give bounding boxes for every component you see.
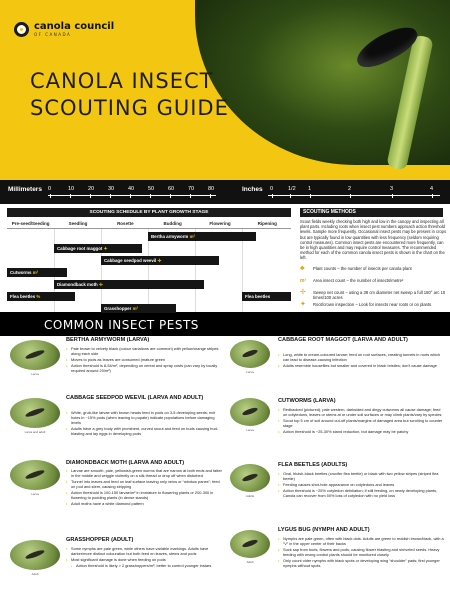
mm-tick-label: 80 [208,186,215,192]
mm-tick-mark [110,194,111,198]
header-photo [195,0,450,165]
pest-caption: Larva [246,428,254,432]
bar-diamondback-moth: Diamondback moth ✢ [54,280,204,289]
mm-label: Millimeters [8,186,42,193]
pest-name-cutworms: CUTWORMS (LARVA) [278,398,336,404]
mm-tick-label: 30 [108,186,115,192]
mm-tick-mark [170,194,171,198]
mm-tick-label: 0 [48,186,52,192]
inches-label: Inches [242,186,263,193]
pest-body-root-maggot: • Long, white to cream-coloured larvae; feed on root surfaces, creating tunnels in roots which can lead to disease-causing infection • Adults resemble houseflies but smaller and covered in black bristles; don't cause damage [278,352,444,369]
method-area-count: m² Area insect count – the number of insects/metre² [300,278,404,284]
pest-name-flea-beetles: FLEA BEETLES (ADULTS) [278,462,348,468]
pest-body-lygus: • Nymphs are pale green, often with black dots. Adults are green to reddish brown/black, with a “V” in the upper center of their backs • Suck sap from buds, flowers and pods, causing flower blasting and shriveled seeds. Heavy feeding with wrong control plants should be monitored closely • Only count older nymphs with black spots or developing wing “shoulder” pads; first younger nymphs without spots [278,536,444,569]
plant-icon: ♣ [300,265,305,272]
in-tick-mark [272,194,273,198]
pest-name-grasshopper: GRASSHOPPER (ADULT) [66,537,134,543]
mm-tick-label: 10 [68,186,75,192]
pest-photo-root-maggot [230,340,270,368]
mm-tick-label: 40 [128,186,135,192]
in-tick-label: 1/2 [288,186,296,192]
mm-tick-label: 60 [168,186,175,192]
page-title [30,68,229,122]
pest-caption: Larva and adult [24,430,46,434]
pests-title: COMMON INSECT PESTS [44,318,199,332]
pest-caption: Larva [31,492,39,496]
pest-photo-grasshopper [10,540,60,570]
in-tick-label: 2 [348,186,352,192]
methods-title: SCOUTING METHODS [300,208,443,217]
bar-flea-beetles-late: Flea beetles [242,292,291,301]
bar-cabbage-seedpod-weevil: Cabbage seedpod weevil ✢ [101,256,219,265]
pest-body-bertha: • Pale brown to velvety black (colour variations are common) with yellow/orange stripes along each side • Moves to pods as leaves are consumed (mature green • Action threshold is 8-54/m², depending on cereal and spray costs (can vary by locally required around 20/m²) [66,346,222,374]
in-tick-label: 1 [308,186,312,192]
stage-seedling: Seedling [68,221,88,226]
mm-tick-mark [150,194,151,198]
methods-text: Scout fields weekly checking both high and low in the canopy and inspecting all plant parts. Including roots when insect pest numbers approach action threshold levels. Sample more frequently. Occasional insect pests may be present in crops but are typically found in low quantities with less frequency (seldom requiring control measures). Common insect pests are encountered more frequently, can be in high quantities and may require control measures. The recommended method for each of the common canola insect pests is shown in the chart on the left. [300,219,447,261]
bar-grasshopper: Grasshopper m² [101,304,176,313]
pest-name-lygus: LYGUS BUG (NYMPH AND ADULT) [278,527,370,533]
root-icon: ✦ [300,301,306,308]
schedule-stage-header [7,219,291,229]
area-icon: m² [300,278,307,284]
pest-name-root-maggot: CABBAGE ROOT MAGGOT (LARVA AND ADULT) [278,337,408,343]
stage-preseed: Pre-seed/Seeding [11,221,50,226]
bar-cabbage-root-maggot: Cabbage root maggot ✦ [54,244,142,253]
pest-photo-flea-beetle [230,464,270,492]
stage-divider [242,229,243,324]
pest-body-diamondback: • Larvae are smooth, pale, yellowish-green worms that are narrow at both ends and fatter in the middle and wriggle violently on a silk thread or drop off when disturbed • Tunnel into leaves and feed on leaf surface leaving only veins or “window panes”; feed on pod and stem, causing stripping • Action threshold is 100-150 larvae/m² in immature to flowering plants or 200-300 in flowering to podding plants (in dense stands) • Adult moths have a white diamond pattern [66,468,222,507]
method-plant-count: ♣ Plant counts – the number of insects per canola plant [300,265,412,272]
canola-council-logo [14,22,114,37]
mm-tick-label: 50 [148,186,155,192]
title-line1: CANOLA INSECT [30,69,214,93]
title-line2: SCOUTING GUIDE [30,96,229,120]
pest-photo-lygus [230,530,270,558]
logo-word: canola council [34,21,115,32]
mm-tick-mark [50,194,51,198]
mm-tick-mark [210,194,211,198]
schedule-title: SCOUTING SCHEDULE BY PLANT GROWTH STAGE [7,208,291,217]
mm-tick-mark [130,194,131,198]
pest-photo-cutworm [230,398,270,426]
header-banner [0,0,450,180]
pest-caption: Larva [246,370,254,374]
pest-body-cutworms: • Redbacked (pictured), pale western, darksided and dingy cutworms all cause damage; feed on cotyledons, leaves or stems at or under soil surfaces or may climb plants/vary by species • Scout top 5 cm of soil around cut-off plants/margins of damaged area but scrolling to counter stage • Action threshold is ~25-30% stand reduction, but damage may be patchy [278,407,444,435]
bar-flea-beetles-early: Flea beetles % [7,292,75,301]
pest-caption: Adults [245,494,255,498]
mm-tick-label: 20 [88,186,95,192]
pest-name-diamondback: DIAMONDBACK MOTH (LARVA AND ADULT) [66,460,185,466]
logo-sub: OF CANADA [34,32,72,37]
pest-name-bertha: BERTHA ARMYWORM (LARVA) [66,337,150,343]
logo-icon [14,22,29,37]
mm-tick-mark [190,194,191,198]
in-tick-mark [392,194,393,198]
stage-rosette: Rosette [117,221,134,226]
in-tick-label: 3 [390,186,394,192]
pest-photo-diamondback [10,460,60,490]
pest-caption: Adult [31,572,39,576]
pest-name-seedpod-weevil: CABBAGE SEEDPOD WEEVIL (LARVA AND ADULT) [66,395,204,401]
stage-ripening: Ripening [257,221,277,226]
method-sweep-net: ✢ Sweep net count – using a 38 cm diameter net sweep a full 180° arc 10 times/100 acres [300,289,446,300]
mm-tick-mark [70,194,71,198]
method-root-inspection: ✦ Root/crown inspection – Look for insects near roots or on plants [300,301,432,308]
in-line [268,195,440,196]
pest-caption: Adult [246,560,254,564]
bar-cutworms: Cutworms m² [7,268,67,277]
pest-photo-seedpod-weevil [10,398,60,428]
pest-caption: Larva [31,372,39,376]
mm-tick-label: 70 [188,186,195,192]
in-tick-label: 0 [270,186,274,192]
stage-flowering: Flowering [209,221,231,226]
in-tick-label: 4 [430,186,434,192]
in-tick-mark [290,194,291,198]
ruler-band [0,180,450,204]
in-tick-mark [350,194,351,198]
in-tick-mark [432,194,433,198]
mm-tick-mark [90,194,91,198]
stage-divider [195,229,196,324]
pest-photo-bertha [10,340,60,370]
in-tick-mark [310,194,311,198]
stage-budding: Budding [163,221,182,226]
sweep-net-icon: ✢ [300,289,306,296]
pest-body-flea-beetles: • Oval, bluish-black beetles (crucifer flea beetle) or black with two yellow stripes (striped flea beetle) • Feeding causes shot-hole appearance on cotyledons and leaves • Action threshold is ~25% cotyledon defoliation; if still feeding, on newly developing plants, Canola can recover from 50% loss of cotyledon with no yield loss [278,471,444,499]
pest-body-grasshopper: • Some nymphs are pale green, while others have variable markings. Adults have darker/more distinct colouration but both feed on leaves, stems and pods • Most significant damage is done when feeding on pods - Action threshold is likely > 2 grasshoppers/m²; better to control younger instars [66,546,222,569]
bar-bertha-armyworm: Bertha armyworm m² [148,232,256,241]
pest-body-seedpod-weevil: • White, grub-like larvae with brown heads feed in pods on 3-5 developing seeds; exit holes in ~15% pods (when leaving to pupate) indicate populations before damaging levels • Adults have a grey body with prominent, curved snout and feed on buds causing bud-blasting and lay eggs in developing pods [66,410,222,437]
